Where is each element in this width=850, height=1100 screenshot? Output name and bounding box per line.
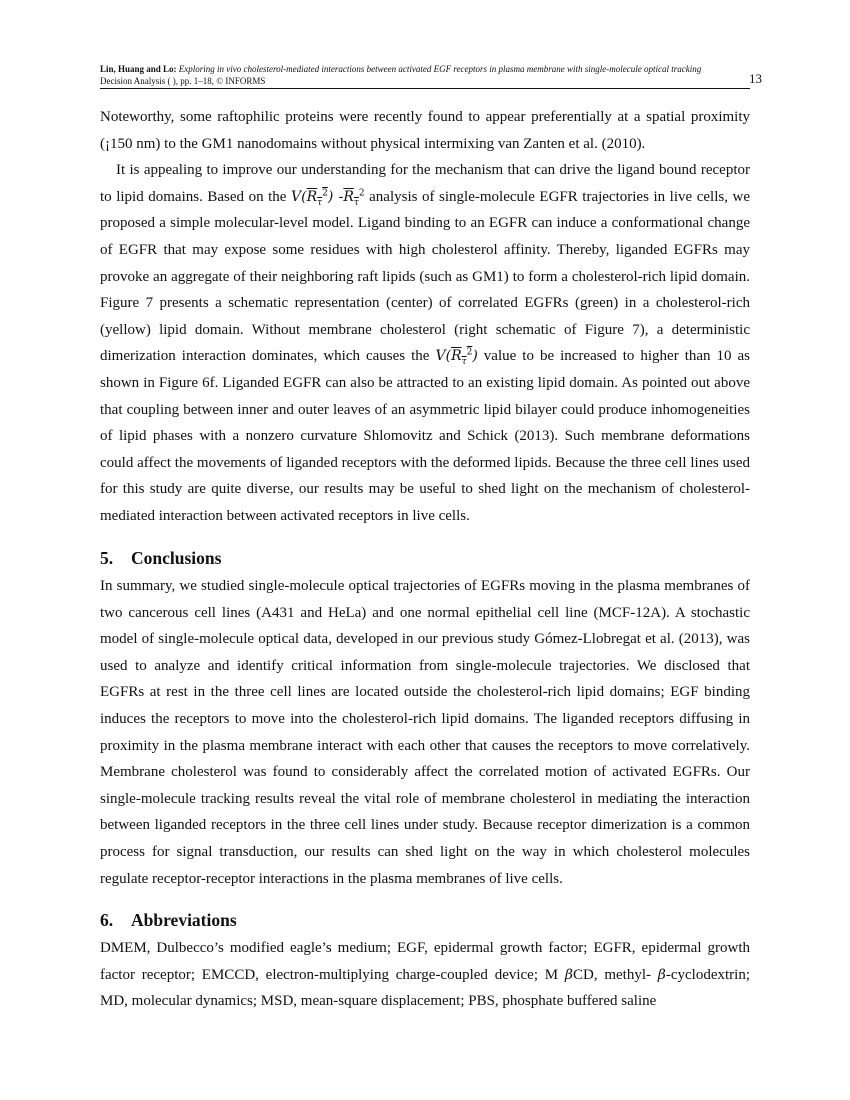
section-abbreviations (100, 908, 750, 1015)
math-variance-term: $V(R_\tau^2)$ (435, 347, 478, 368)
section-heading-abbreviations: 6. Abbreviations (100, 910, 237, 930)
abbreviations-text: DMEM, Dulbecco’s modified eagle’s medium; EGF, epidermal growth factor; EGFR, epidermal growth factor receptor; EMCCD, electron-multiplying charge-coupled device; M βCD, methyl- β-cyclodextrin; MD, molecular dynamics; MSD, mean-square displacement; PBS, phosphate buffered saline (100, 940, 751, 1010)
paragraph-raftophilic: Noteworthy, some raftophilic proteins were recently found to appear preferentially at a spatial proximity (¡150 nm) to the GM1 nanodomains without physical intermixing van Zanten et al. (2010). (100, 109, 750, 152)
running-header (100, 63, 750, 87)
paragraph-mechanism: It is appealing to improve our understanding for the mechanism that can drive the ligand bound receptor to lipid domains. Based on the $V(R_\tau^2)$ $-R_\tau^2$ analysis of single-molecule EGFR trajectories in live cells, we proposed a simple molecular-level model. Ligand binding to an EGFR can induce a conformational change of EGFR that may expose some residues with high cholesterol affinity. Thereby, liganded EGFRs may provoke an aggregate of their neighboring raft lipids (such as GM1) to form a cholesterol-rich lipid domain. Figure 7 presents a schematic representation (center) of correlated EGFRs (green) in a cholesterol-rich (yellow) lipid domain. Without membrane cholesterol (right schematic of Figure 7), a deterministic dimerization interaction dominates, which causes the $V(R_\tau^2)$ value to be increased to higher than 10 as shown in Figure 6f. Liganded EGFR can also be attracted to an existing lipid domain. As pointed out above that coupling between inner and outer leaves of an asymmetric lipid bilayer could produce inhomogeneities of lipid phases with a nonzero curvature Shlomovitz and Schick (2013). Such membrane deformations could affect the movements of liganded receptors with the deformed lipids. Because the three cell lines used for this study are quite diverse, our results may be useful to shed light on the mechanism of cholesterol-mediated interaction between activated receptors in live cells. (100, 162, 751, 524)
header-journal: Decision Analysis ( ), pp. 1–18, © INFORMS (100, 76, 266, 86)
math-variance-expression: $V(R_\tau^2)$ $-R_\tau^2$ (291, 188, 365, 208)
discussion-continuation (100, 104, 750, 530)
conclusions-text: In summary, we studied single-molecule optical trajectories of EGFRs moving in the plasma membranes of two cancerous cell lines (A431 and HeLa) and one normal epithelial cell line (MCF-12A). A stochastic model of single-molecule optical data, developed in our previous study Gómez-Llobregat et al. (2013), was used to analyze and identify critical information from single-molecule trajectories. We disclosed that EGFRs at rest in the three cell lines are located outside the cholesterol-rich lipid domains; EGF binding induces the receptors to move into the cholesterol-rich lipid domains. The liganded receptors diffusing in proximity in the plasma membrane interact with each other that causes the receptors to move correlatively. Membrane cholesterol was found to considerably affect the correlated motion of activated EGFRs. Our single-molecule tracking results reveal the vital role of membrane cholesterol in mediating the interaction between liganded receptors in the three cell lines under study. Because receptor dimerization is a common process for signal transduction, our results can shed light on the way in which cholesterol molecules regulate receptor-receptor interactions in the plasma membranes of live cells. (100, 578, 750, 887)
header-rule (100, 88, 750, 89)
section-heading-conclusions: 5. Conclusions (100, 548, 222, 568)
header-article-title: Exploring in vivo cholesterol-mediated interactions between activated EGF receptors in plasma membrane with single-molecule optical tracking (178, 64, 702, 74)
section-conclusions (100, 546, 750, 892)
header-authors: Lin, Huang and Lo: (100, 64, 177, 74)
page-number: 13 (749, 71, 762, 86)
